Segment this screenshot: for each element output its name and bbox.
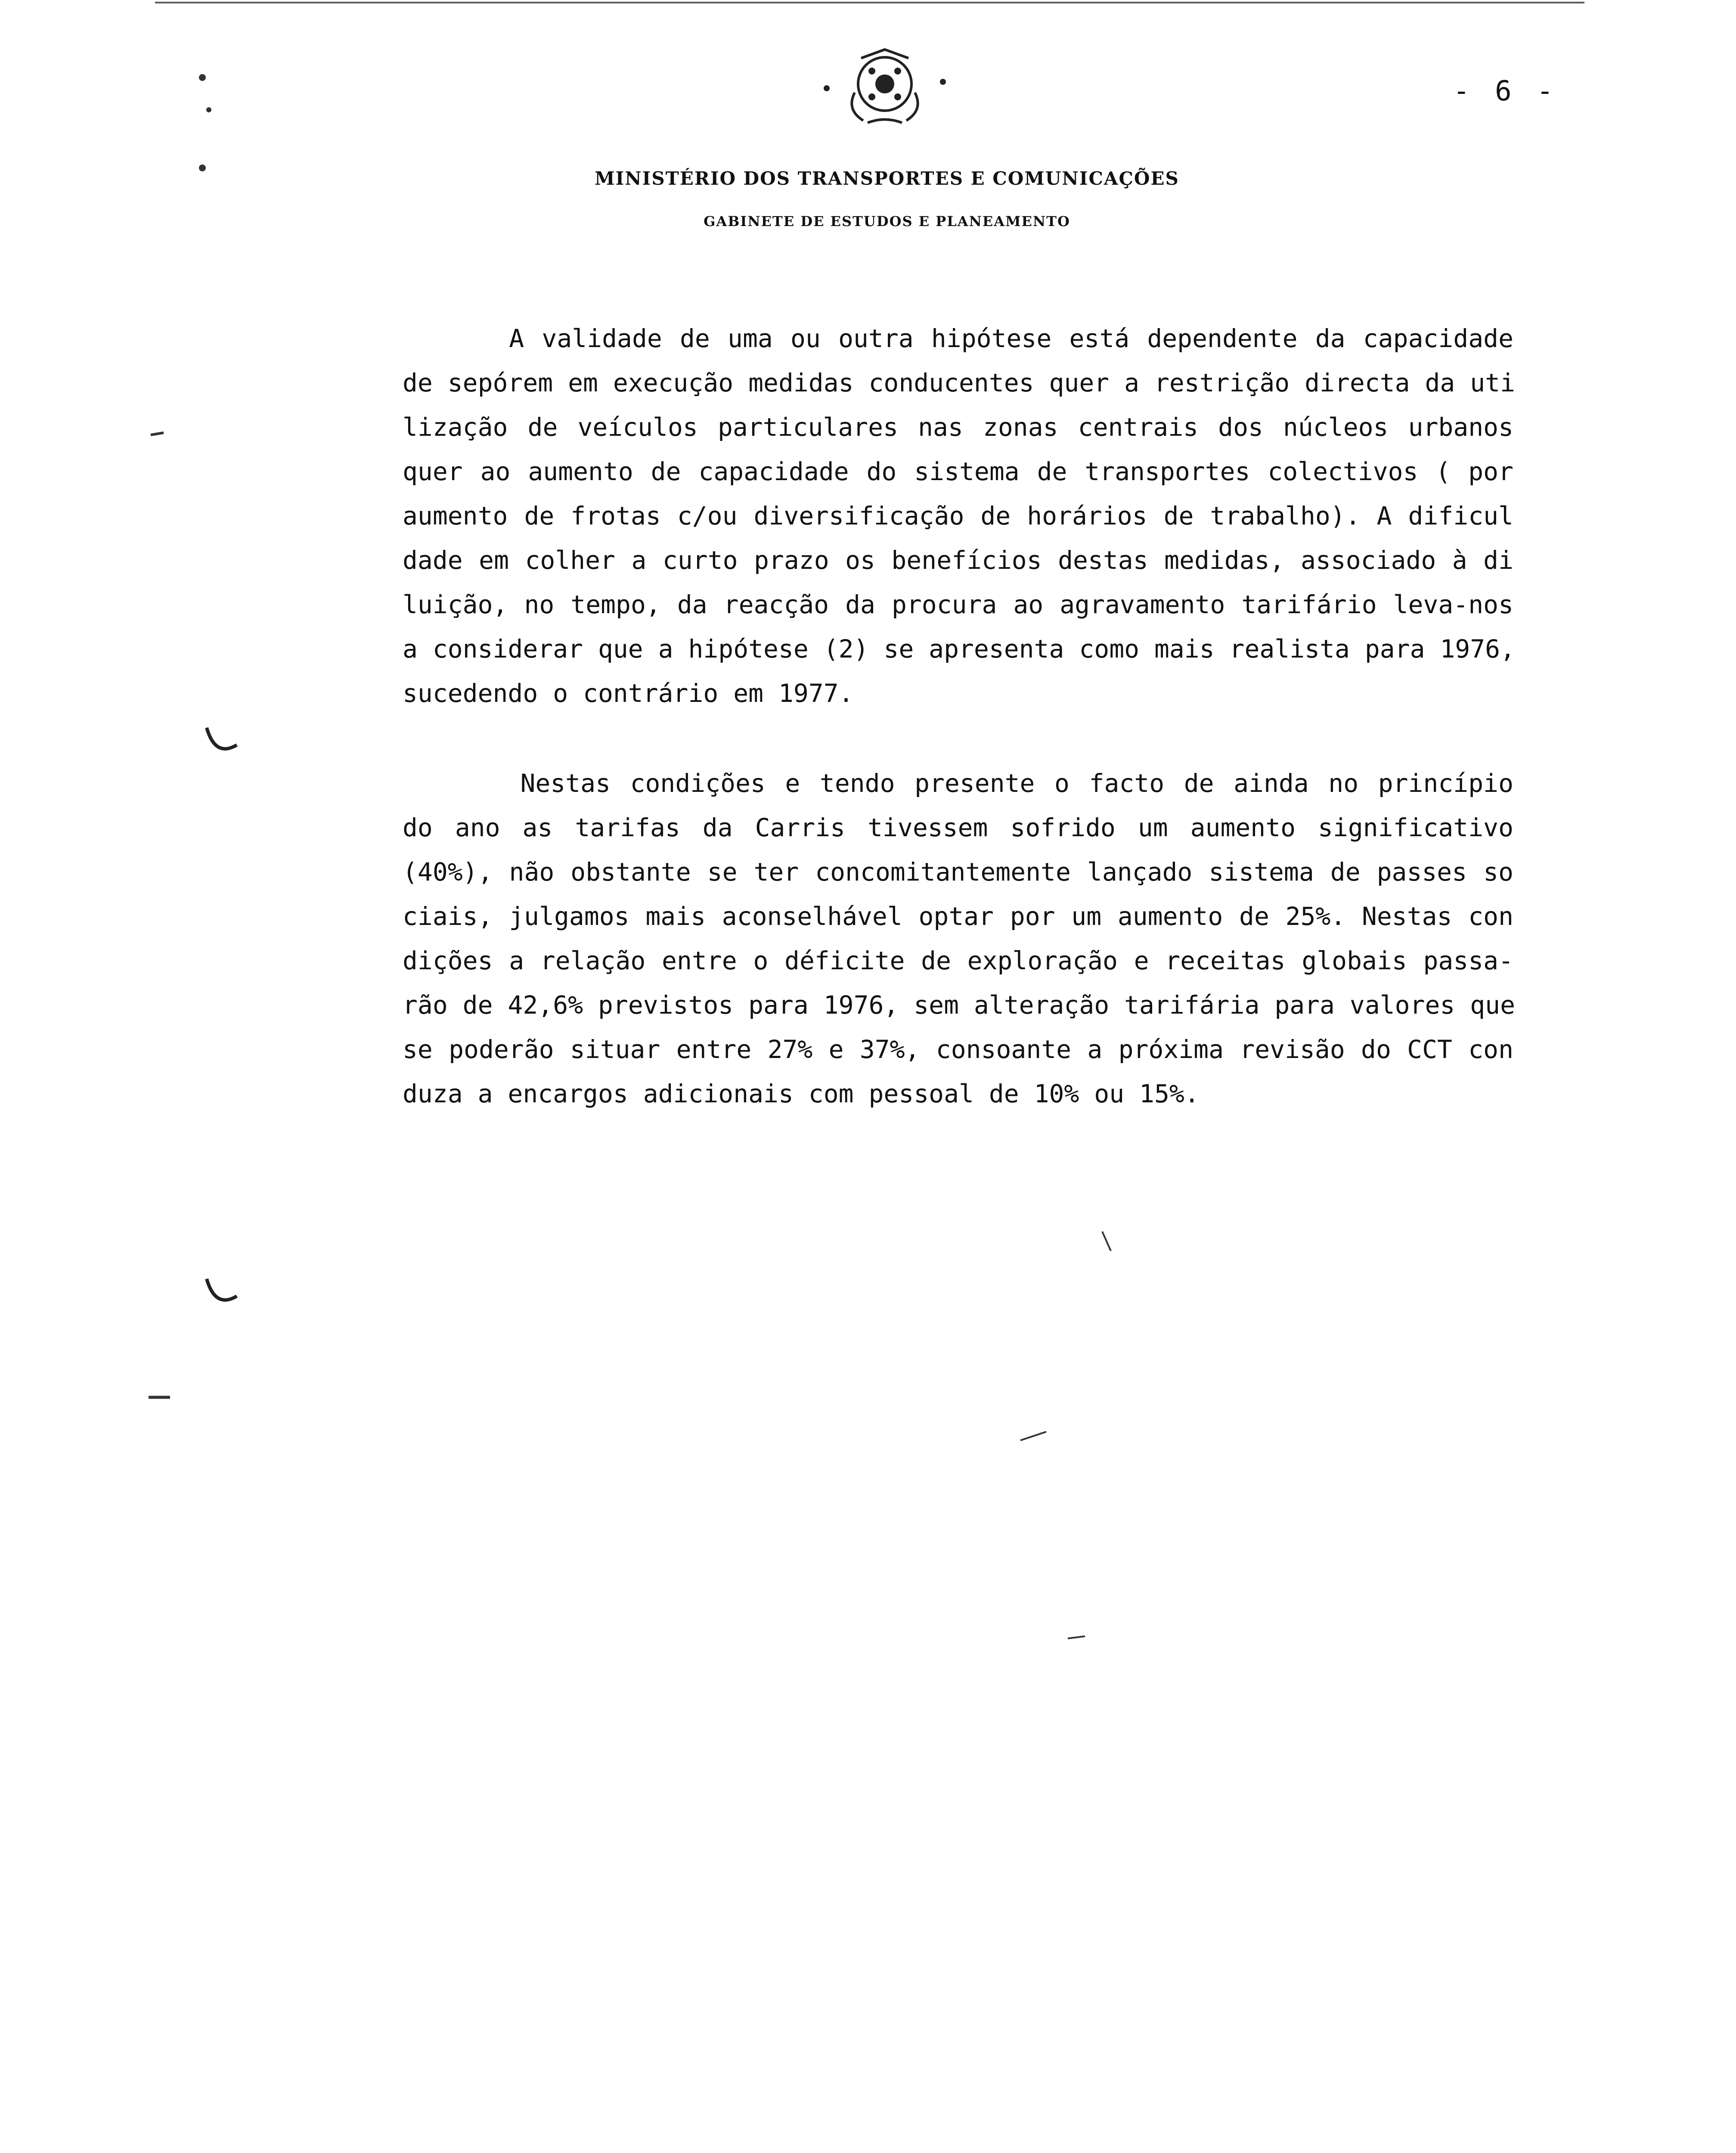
text-line: sucedendo o contrário em 1977.	[403, 679, 854, 708]
margin-dash	[151, 433, 164, 435]
speck	[206, 107, 211, 112]
text-line: duza a encargos adicionais com pessoal de 10% ou 15%.	[403, 1079, 1200, 1108]
text-line: (40%), não obstante se ter concomitantemente lançado sistema de passes so	[403, 857, 1513, 887]
punch-hole-mark	[207, 728, 237, 749]
speck	[199, 164, 206, 171]
stray-mark	[1068, 1636, 1085, 1638]
speck	[199, 74, 206, 81]
stray-mark	[1020, 1432, 1046, 1440]
text-line: do ano as tarifas da Carris tivessem sofrido um aumento significativo	[403, 813, 1513, 842]
office-subheading: GABINETE DE ESTUDOS E PLANEAMENTO	[704, 213, 1070, 230]
text-line: A validade de uma ou outra hipótese está dependente da capacidade	[403, 324, 1513, 353]
text-line: a considerar que a hipótese (2) se apresenta como mais realista para 1976,	[403, 634, 1516, 664]
text-line: luição, no tempo, da reacção da procura ao agravamento tarifário leva-nos	[403, 590, 1513, 619]
text-line: quer ao aumento de capacidade do sistema de transportes colectivos ( por	[403, 457, 1513, 486]
text-line: dade em colher a curto prazo os benefícios destas medidas, associado à di	[403, 546, 1513, 575]
page-number: - 6 -	[1453, 75, 1558, 107]
text-line: de sepórem em execução medidas conducentes quer a restrição directa da uti	[403, 368, 1516, 397]
text-line: ciais, julgamos mais aconselhável optar por um aumento de 25%. Nestas con	[403, 902, 1513, 931]
text-line: aumento de frotas c/ou diversificação de horários de trabalho). A dificul	[403, 501, 1513, 530]
ministry-heading: MINISTÉRIO DOS TRANSPORTES E COMUNICAÇÕES	[595, 168, 1179, 189]
stray-mark	[1102, 1232, 1111, 1251]
text-line: Nestas condições e tendo presente o facto de ainda no princípio	[403, 769, 1513, 798]
text-line: se poderão situar entre 27% e 37%, consoante a próxima revisão do CCT con	[403, 1035, 1513, 1064]
text-line: rão de 42,6% previstos para 1976, sem alteração tarifária para valores que	[403, 990, 1516, 1020]
text-line: dições a relação entre o déficite de exploração e receitas globais passa-	[403, 946, 1513, 975]
text-line: lização de veículos particulares nas zonas centrais dos núcleos urbanos	[403, 413, 1513, 442]
punch-hole-mark	[207, 1279, 237, 1300]
